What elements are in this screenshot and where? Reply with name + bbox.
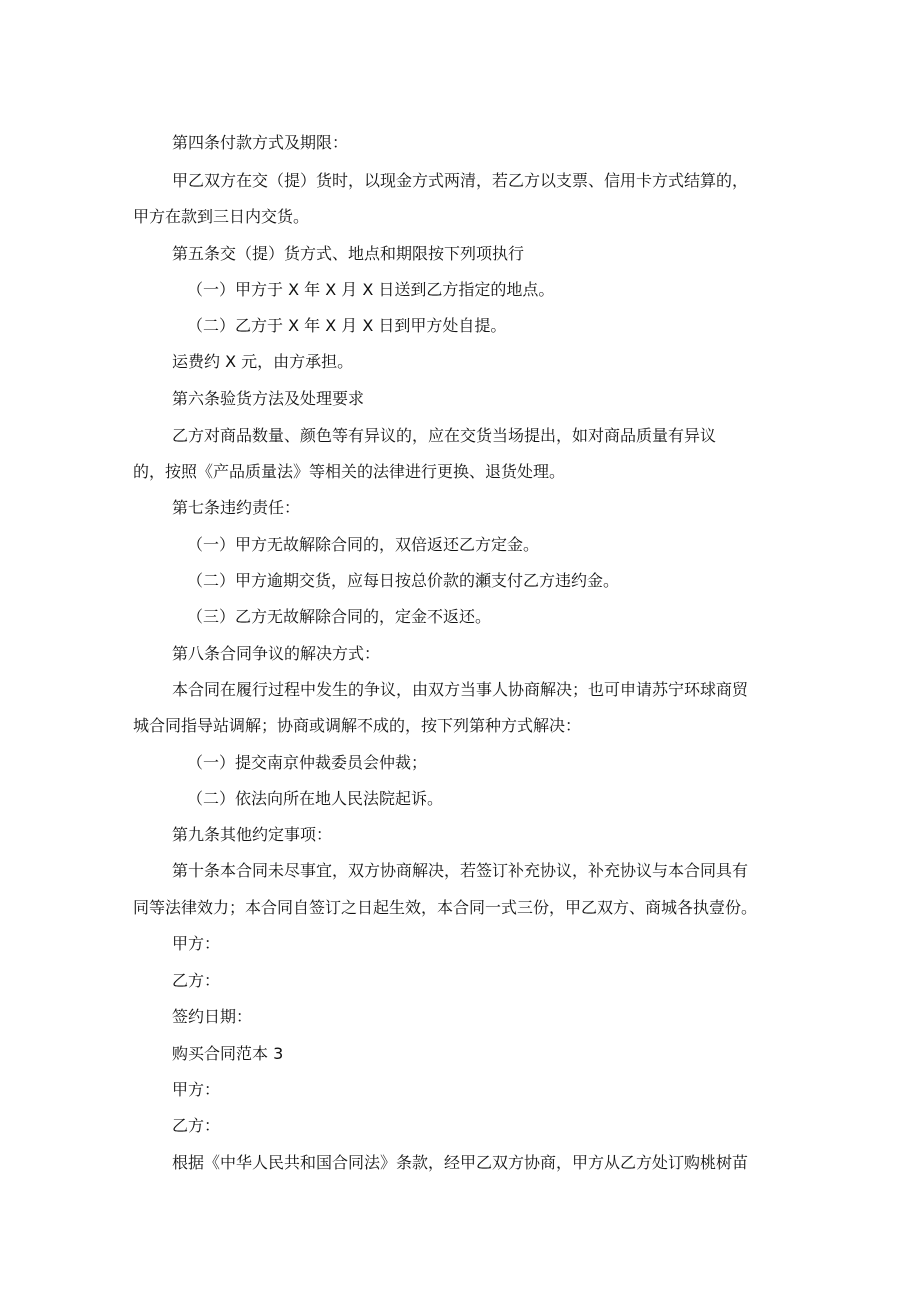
article-4-body-line-2: 甲方在款到三日内交货。 [133,207,310,226]
article-7-item-3: （三）乙方无故解除合同的，定金不返还。 [187,607,492,626]
article-8-item-1: （一）提交南京仲裁委员会仲裁； [187,753,428,772]
template-3-party-a: 甲方： [172,1080,221,1099]
article-7-item-2: （二）甲方逾期交货，应每日按总价款的瀬支付乙方违约金。 [187,571,620,590]
article-7-item-1: （一）甲方无故解除合同的，双倍返还乙方定金。 [187,535,540,554]
article-10-line-1: 第十条本合同未尽事宜，双方协商解决，若签订补充协议，补充协议与本合同具有 [172,861,749,880]
article-5-item-1: （一）甲方于 X 年 X 月 X 日送到乙方指定的地点。 [187,280,555,299]
article-4-body-line-1: 甲乙双方在交（提）货时，以现金方式两清，若乙方以支票、信用卡方式结算的， [172,171,749,190]
article-7-heading: 第七条违约责任： [172,498,301,517]
article-6-body-line-2: 的，按照《产品质量法》等相关的法律进行更换、退货处理。 [133,462,566,481]
article-6-body-line-1: 乙方对商品数量、颜色等有异议的，应在交货当场提出，如对商品质量有异议 [172,426,717,445]
party-b-signature-line: 乙方： [172,971,221,990]
template-3-party-b: 乙方： [172,1116,221,1135]
article-5-heading: 第五条交（提）货方式、地点和期限按下列项执行 [172,244,525,263]
article-6-heading: 第六条验货方法及处理要求 [172,389,365,408]
party-a-signature-line: 甲方： [172,934,221,953]
article-8-body-line-1: 本合同在履行过程中发生的争议，由双方当事人协商解决；也可申请苏宁环球商贸 [172,680,749,699]
template-3-title: 购买合同范本 3 [172,1044,284,1063]
signing-date-line: 签约日期： [172,1007,253,1026]
template-3-preamble: 根据《中华人民共和国合同法》条款，经甲乙双方协商，甲方从乙方处订购桃树苗 [172,1153,749,1172]
article-9-heading: 第九条其他约定事项： [172,825,333,844]
article-5-item-2: （二）乙方于 X 年 X 月 X 日到甲方处自提。 [187,316,507,335]
article-8-heading: 第八条合同争议的解决方式： [172,644,381,663]
article-10-line-2: 同等法律效力；本合同自签订之日起生效，本合同一式三份，甲乙双方、商城各执壹份。 [133,898,758,917]
freight-line: 运费约 X 元，由方承担。 [172,352,354,371]
article-8-body-line-2: 城合同指导站调解；协商或调解不成的，按下列第种方式解决： [133,716,582,735]
article-8-item-2: （二）依法向所在地人民法院起诉。 [187,789,444,808]
article-4-heading: 第四条付款方式及期限： [172,133,349,152]
